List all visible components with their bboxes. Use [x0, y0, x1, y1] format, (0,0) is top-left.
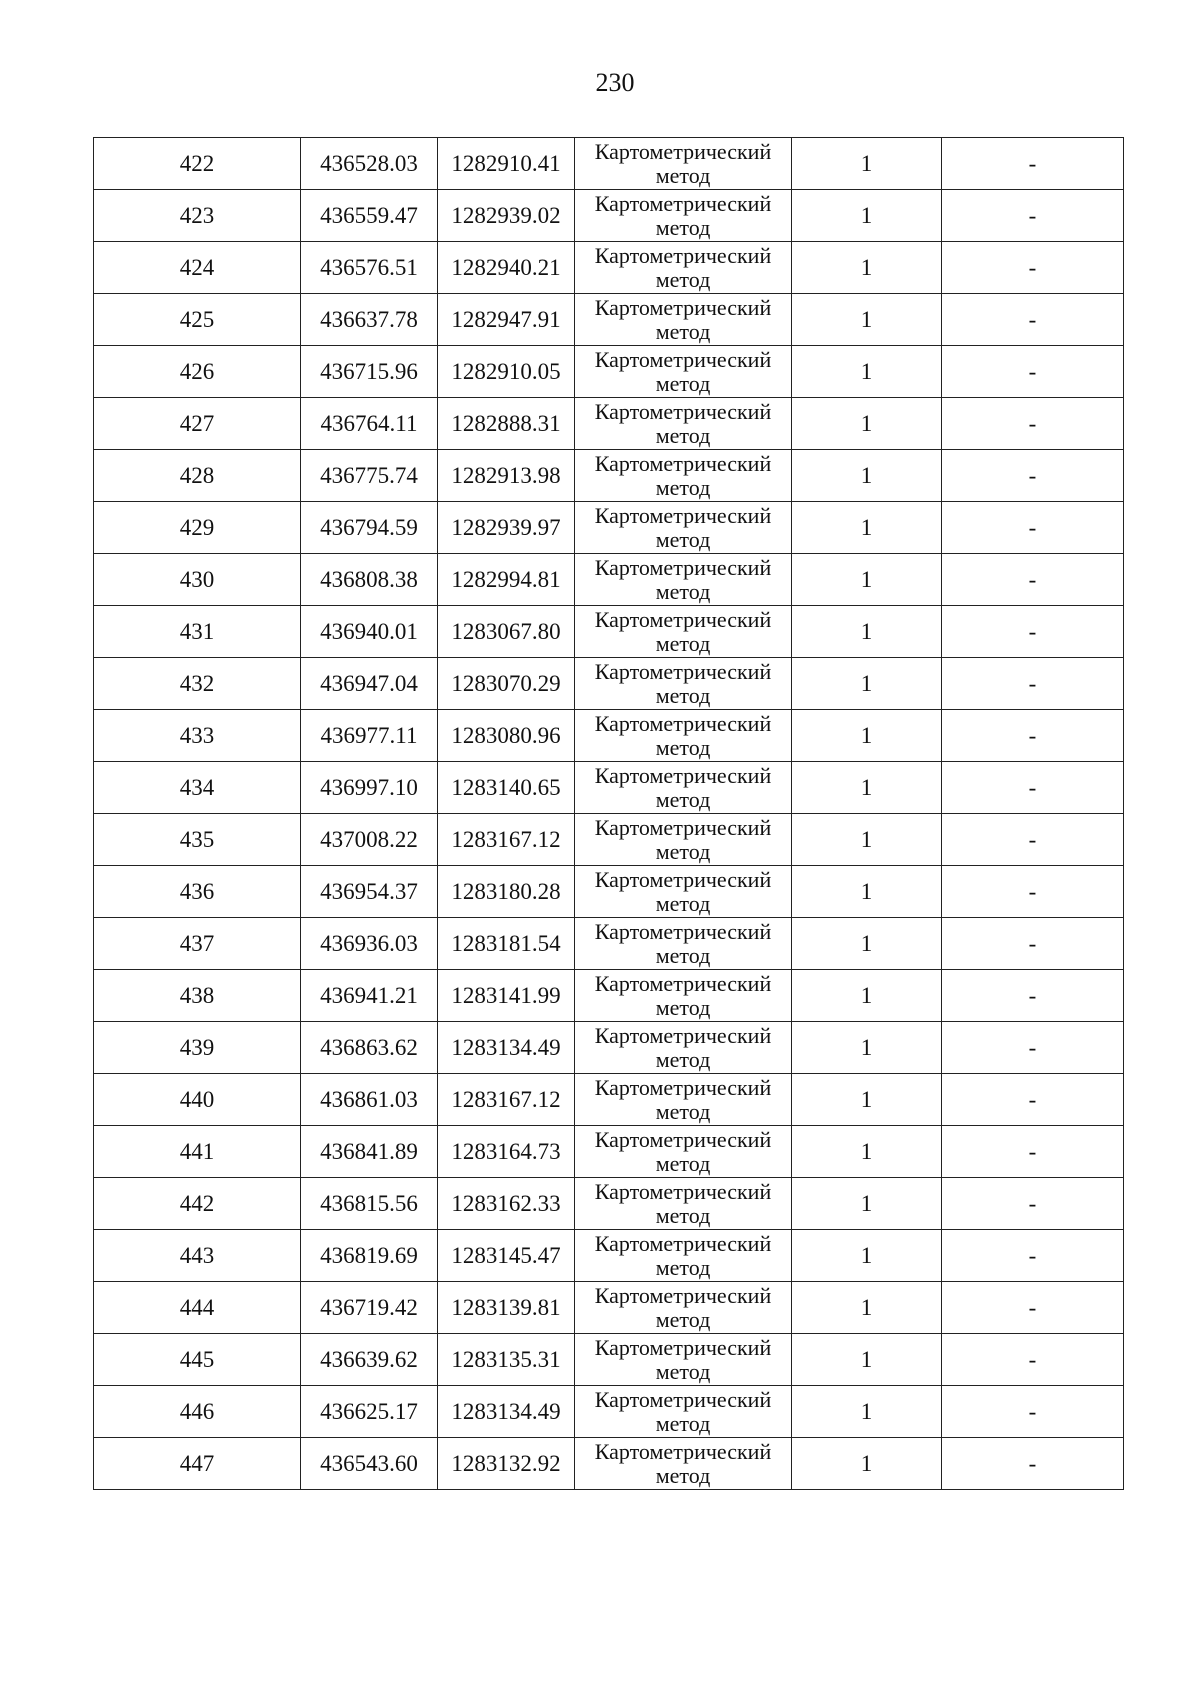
note-cell: - [942, 346, 1124, 398]
accuracy-cell: 1 [792, 762, 942, 814]
x-coordinate-cell: 436997.10 [301, 762, 438, 814]
note-cell: - [942, 970, 1124, 1022]
x-coordinate-cell: 436841.89 [301, 1126, 438, 1178]
table-row [94, 398, 1124, 450]
x-coordinate-cell: 436543.60 [301, 1438, 438, 1490]
table-row [94, 346, 1124, 398]
y-coordinate-cell: 1283067.80 [438, 606, 575, 658]
y-coordinate-cell: 1282947.91 [438, 294, 575, 346]
method-cell: Картометрический метод [575, 1282, 792, 1334]
x-coordinate-cell: 436637.78 [301, 294, 438, 346]
y-coordinate-cell: 1283145.47 [438, 1230, 575, 1282]
method-cell: Картометрический метод [575, 1074, 792, 1126]
note-cell: - [942, 294, 1124, 346]
y-coordinate-cell: 1283080.96 [438, 710, 575, 762]
accuracy-cell: 1 [792, 554, 942, 606]
point-number-cell: 432 [94, 658, 301, 710]
y-coordinate-cell: 1282910.05 [438, 346, 575, 398]
x-coordinate-cell: 436719.42 [301, 1282, 438, 1334]
point-number-cell: 426 [94, 346, 301, 398]
accuracy-cell: 1 [792, 398, 942, 450]
table-row [94, 762, 1124, 814]
y-coordinate-cell: 1283132.92 [438, 1438, 575, 1490]
accuracy-cell: 1 [792, 1074, 942, 1126]
x-coordinate-cell: 436576.51 [301, 242, 438, 294]
table-row [94, 866, 1124, 918]
point-number-cell: 427 [94, 398, 301, 450]
x-coordinate-cell: 436815.56 [301, 1178, 438, 1230]
point-number-cell: 445 [94, 1334, 301, 1386]
accuracy-cell: 1 [792, 866, 942, 918]
method-cell: Картометрический метод [575, 1126, 792, 1178]
accuracy-cell: 1 [792, 1334, 942, 1386]
table-row [94, 242, 1124, 294]
x-coordinate-cell: 436954.37 [301, 866, 438, 918]
method-cell: Картометрический метод [575, 1386, 792, 1438]
x-coordinate-cell: 436977.11 [301, 710, 438, 762]
point-number-cell: 447 [94, 1438, 301, 1490]
y-coordinate-cell: 1283164.73 [438, 1126, 575, 1178]
point-number-cell: 446 [94, 1386, 301, 1438]
page-number: 230 [595, 68, 635, 97]
note-cell: - [942, 450, 1124, 502]
table-row [94, 606, 1124, 658]
x-coordinate-cell: 437008.22 [301, 814, 438, 866]
note-cell: - [942, 1438, 1124, 1490]
coordinates-table [93, 137, 1124, 1490]
x-coordinate-cell: 436819.69 [301, 1230, 438, 1282]
y-coordinate-cell: 1282939.02 [438, 190, 575, 242]
note-cell: - [942, 918, 1124, 970]
point-number-cell: 435 [94, 814, 301, 866]
accuracy-cell: 1 [792, 606, 942, 658]
method-cell: Картометрический метод [575, 502, 792, 554]
accuracy-cell: 1 [792, 814, 942, 866]
y-coordinate-cell: 1283141.99 [438, 970, 575, 1022]
note-cell: - [942, 398, 1124, 450]
x-coordinate-cell: 436861.03 [301, 1074, 438, 1126]
accuracy-cell: 1 [792, 1178, 942, 1230]
y-coordinate-cell: 1283070.29 [438, 658, 575, 710]
point-number-cell: 443 [94, 1230, 301, 1282]
point-number-cell: 425 [94, 294, 301, 346]
point-number-cell: 422 [94, 138, 301, 190]
point-number-cell: 442 [94, 1178, 301, 1230]
accuracy-cell: 1 [792, 346, 942, 398]
note-cell: - [942, 1282, 1124, 1334]
note-cell: - [942, 762, 1124, 814]
table-row [94, 1438, 1124, 1490]
x-coordinate-cell: 436715.96 [301, 346, 438, 398]
accuracy-cell: 1 [792, 918, 942, 970]
x-coordinate-cell: 436947.04 [301, 658, 438, 710]
point-number-cell: 441 [94, 1126, 301, 1178]
point-number-cell: 428 [94, 450, 301, 502]
table-row [94, 710, 1124, 762]
method-cell: Картометрический метод [575, 346, 792, 398]
method-cell: Картометрический метод [575, 606, 792, 658]
table-row [94, 138, 1124, 190]
y-coordinate-cell: 1283167.12 [438, 1074, 575, 1126]
table-row [94, 450, 1124, 502]
y-coordinate-cell: 1282939.97 [438, 502, 575, 554]
method-cell: Картометрический метод [575, 1230, 792, 1282]
table-row [94, 918, 1124, 970]
accuracy-cell: 1 [792, 502, 942, 554]
point-number-cell: 439 [94, 1022, 301, 1074]
y-coordinate-cell: 1283162.33 [438, 1178, 575, 1230]
table-row [94, 1334, 1124, 1386]
accuracy-cell: 1 [792, 242, 942, 294]
table-row [94, 190, 1124, 242]
note-cell: - [942, 502, 1124, 554]
x-coordinate-cell: 436625.17 [301, 1386, 438, 1438]
x-coordinate-cell: 436639.62 [301, 1334, 438, 1386]
note-cell: - [942, 190, 1124, 242]
method-cell: Картометрический метод [575, 1438, 792, 1490]
point-number-cell: 437 [94, 918, 301, 970]
accuracy-cell: 1 [792, 294, 942, 346]
table-row [94, 1230, 1124, 1282]
method-cell: Картометрический метод [575, 918, 792, 970]
accuracy-cell: 1 [792, 658, 942, 710]
point-number-cell: 429 [94, 502, 301, 554]
y-coordinate-cell: 1283140.65 [438, 762, 575, 814]
y-coordinate-cell: 1283134.49 [438, 1386, 575, 1438]
note-cell: - [942, 1022, 1124, 1074]
table-row [94, 658, 1124, 710]
note-cell: - [942, 1334, 1124, 1386]
note-cell: - [942, 1126, 1124, 1178]
method-cell: Картометрический метод [575, 1178, 792, 1230]
accuracy-cell: 1 [792, 450, 942, 502]
x-coordinate-cell: 436528.03 [301, 138, 438, 190]
note-cell: - [942, 1178, 1124, 1230]
table-row [94, 1126, 1124, 1178]
coordinates-table-body [94, 138, 1124, 1490]
method-cell: Картометрический метод [575, 138, 792, 190]
note-cell: - [942, 242, 1124, 294]
point-number-cell: 430 [94, 554, 301, 606]
table-row [94, 502, 1124, 554]
accuracy-cell: 1 [792, 1438, 942, 1490]
x-coordinate-cell: 436941.21 [301, 970, 438, 1022]
method-cell: Картометрический метод [575, 1334, 792, 1386]
point-number-cell: 423 [94, 190, 301, 242]
accuracy-cell: 1 [792, 1386, 942, 1438]
point-number-cell: 440 [94, 1074, 301, 1126]
x-coordinate-cell: 436808.38 [301, 554, 438, 606]
y-coordinate-cell: 1283167.12 [438, 814, 575, 866]
y-coordinate-cell: 1283135.31 [438, 1334, 575, 1386]
y-coordinate-cell: 1282994.81 [438, 554, 575, 606]
table-row [94, 1282, 1124, 1334]
point-number-cell: 434 [94, 762, 301, 814]
x-coordinate-cell: 436936.03 [301, 918, 438, 970]
table-row [94, 1178, 1124, 1230]
y-coordinate-cell: 1283139.81 [438, 1282, 575, 1334]
table-row [94, 1074, 1124, 1126]
y-coordinate-cell: 1283134.49 [438, 1022, 575, 1074]
point-number-cell: 424 [94, 242, 301, 294]
note-cell: - [942, 814, 1124, 866]
note-cell: - [942, 866, 1124, 918]
point-number-cell: 438 [94, 970, 301, 1022]
point-number-cell: 436 [94, 866, 301, 918]
y-coordinate-cell: 1282940.21 [438, 242, 575, 294]
accuracy-cell: 1 [792, 190, 942, 242]
accuracy-cell: 1 [792, 1022, 942, 1074]
note-cell: - [942, 606, 1124, 658]
note-cell: - [942, 1074, 1124, 1126]
method-cell: Картометрический метод [575, 190, 792, 242]
note-cell: - [942, 710, 1124, 762]
method-cell: Картометрический метод [575, 242, 792, 294]
x-coordinate-cell: 436794.59 [301, 502, 438, 554]
method-cell: Картометрический метод [575, 970, 792, 1022]
x-coordinate-cell: 436775.74 [301, 450, 438, 502]
y-coordinate-cell: 1283181.54 [438, 918, 575, 970]
accuracy-cell: 1 [792, 1230, 942, 1282]
table-row [94, 970, 1124, 1022]
method-cell: Картометрический метод [575, 398, 792, 450]
method-cell: Картометрический метод [575, 814, 792, 866]
accuracy-cell: 1 [792, 970, 942, 1022]
note-cell: - [942, 1230, 1124, 1282]
method-cell: Картометрический метод [575, 554, 792, 606]
accuracy-cell: 1 [792, 710, 942, 762]
method-cell: Картометрический метод [575, 450, 792, 502]
table-row [94, 294, 1124, 346]
y-coordinate-cell: 1282888.31 [438, 398, 575, 450]
note-cell: - [942, 658, 1124, 710]
table-row [94, 1386, 1124, 1438]
method-cell: Картометрический метод [575, 866, 792, 918]
note-cell: - [942, 1386, 1124, 1438]
x-coordinate-cell: 436559.47 [301, 190, 438, 242]
method-cell: Картометрический метод [575, 658, 792, 710]
x-coordinate-cell: 436940.01 [301, 606, 438, 658]
y-coordinate-cell: 1283180.28 [438, 866, 575, 918]
accuracy-cell: 1 [792, 1126, 942, 1178]
method-cell: Картометрический метод [575, 294, 792, 346]
method-cell: Картометрический метод [575, 710, 792, 762]
table-row [94, 1022, 1124, 1074]
y-coordinate-cell: 1282913.98 [438, 450, 575, 502]
point-number-cell: 444 [94, 1282, 301, 1334]
x-coordinate-cell: 436863.62 [301, 1022, 438, 1074]
table-row [94, 814, 1124, 866]
y-coordinate-cell: 1282910.41 [438, 138, 575, 190]
table-row [94, 554, 1124, 606]
point-number-cell: 433 [94, 710, 301, 762]
note-cell: - [942, 138, 1124, 190]
accuracy-cell: 1 [792, 138, 942, 190]
note-cell: - [942, 554, 1124, 606]
method-cell: Картометрический метод [575, 1022, 792, 1074]
method-cell: Картометрический метод [575, 762, 792, 814]
accuracy-cell: 1 [792, 1282, 942, 1334]
point-number-cell: 431 [94, 606, 301, 658]
x-coordinate-cell: 436764.11 [301, 398, 438, 450]
